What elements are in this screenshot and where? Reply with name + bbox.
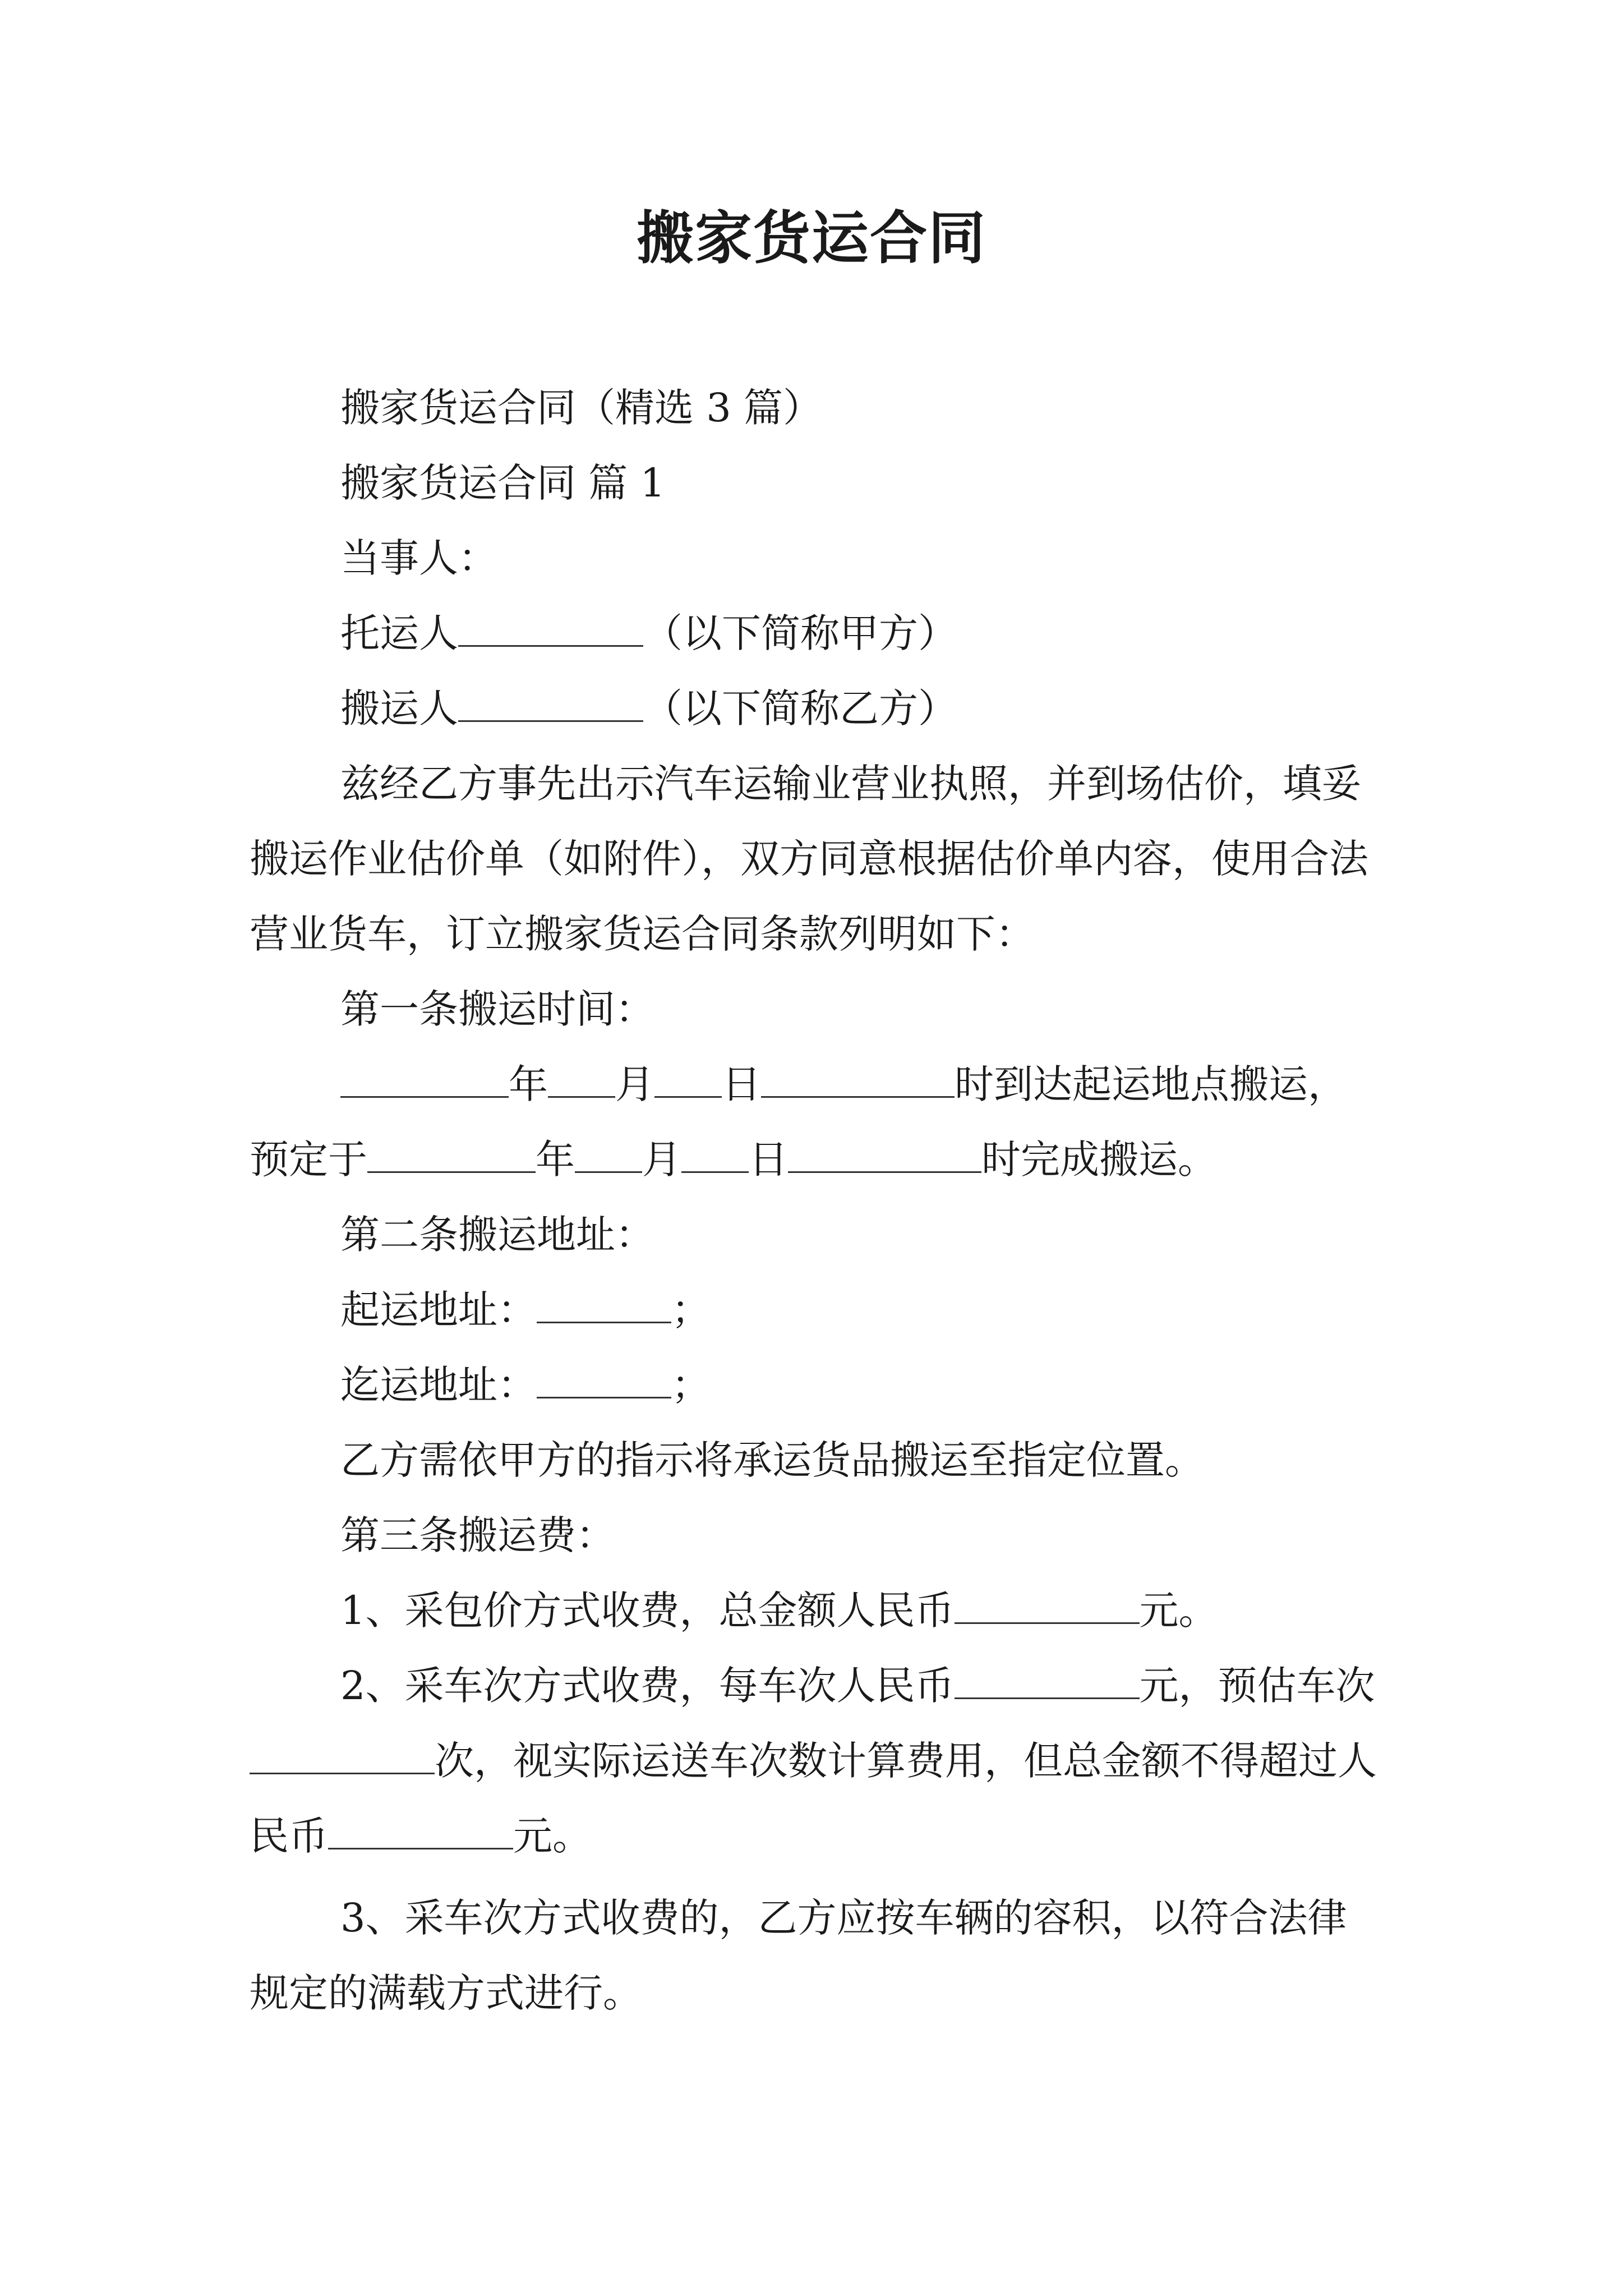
per-trip-blank-line (955, 1663, 1140, 1699)
carrier-label: 搬运人 (340, 685, 458, 731)
origin-address-semicolon: ； (671, 1287, 711, 1333)
fee-item-2-text: 2、采车次方式收费，每车次人民币 (340, 1663, 955, 1709)
paragraph-fee-item-1 (250, 1573, 1385, 1648)
fee-item-2-estimate: 元，预估车次 (1139, 1663, 1375, 1709)
carrier-note: （以下简称乙方） (643, 685, 957, 731)
cap-amount-blank-line (328, 1813, 513, 1849)
month-label: 月 (615, 1061, 654, 1107)
paragraph-clause-1-body (250, 1047, 1385, 1197)
paragraph-clause-2-heading: 第二条搬运地址： (340, 1212, 654, 1258)
fee-item-1-text: 1、采包价方式收费，总金额人民币 (340, 1588, 955, 1634)
paragraph-parties-label: 当事人： (340, 535, 497, 581)
year2-blank-line (367, 1137, 536, 1173)
paragraph-clause-1-heading: 第一条搬运时间： (340, 986, 654, 1032)
month2-blank-line (575, 1137, 642, 1173)
document-title: 搬家货运合同 (637, 205, 986, 272)
month-blank-line (548, 1061, 615, 1098)
destination-address-blank-line (537, 1362, 671, 1398)
month2-label: 月 (642, 1137, 681, 1182)
year2-label: 年 (536, 1137, 575, 1182)
hour-blank-line (761, 1061, 955, 1098)
origin-address-label: 起运地址： (340, 1287, 537, 1333)
fee-item-1-unit: 元。 (1139, 1588, 1218, 1634)
paragraph-clause-3-heading: 第三条搬运费： (340, 1512, 615, 1558)
carrier-blank-line (458, 685, 643, 722)
consignor-blank-line (458, 610, 643, 647)
consignor-label: 托运人 (340, 610, 458, 656)
paragraph-fee-item-3: 3、采车次方式收费的，乙方应按车辆的容积，以符合法律规定的满载方式进行。 (250, 1895, 1347, 2016)
day-label: 日 (722, 1061, 761, 1107)
origin-address-blank-line (537, 1287, 671, 1323)
arrival-text: 时到达起运地点搬运，预定于 (250, 1061, 1347, 1182)
paragraph-fee-item-2 (250, 1648, 1385, 1874)
paragraph-article-1-title: 搬家货运合同 篇 1 (340, 460, 666, 506)
trip-count-blank-line (250, 1738, 435, 1774)
day-blank-line (654, 1061, 722, 1098)
paragraph-origin-address (250, 1272, 1385, 1347)
paragraph-delivery-instruction: 乙方需依甲方的指示将承运货品搬运至指定位置。 (340, 1437, 1204, 1483)
paragraph-destination-address (250, 1347, 1385, 1423)
destination-address-semicolon: ； (671, 1362, 711, 1408)
fee-item-2-unit: 元。 (513, 1813, 592, 1859)
document-body (250, 370, 1385, 2031)
fee-item-2-cap: 次，视实际运送车次数计算费用，但总金额不得超过人民币 (250, 1738, 1377, 1859)
lump-sum-blank-line (955, 1588, 1140, 1624)
year-label: 年 (509, 1061, 548, 1107)
paragraph-preamble: 兹经乙方事先出示汽车运输业营业执照，并到场估价，填妥搬运作业估价单（如附件），双方同意根据估价单内容，使用合法营业货车，订立搬家货运合同条款列明如下： (250, 761, 1368, 957)
completion-text: 时完成搬运。 (981, 1137, 1217, 1182)
paragraph-carrier (250, 671, 1385, 746)
day2-label: 日 (749, 1137, 788, 1182)
paragraph-heading-selection: 搬家货运合同（精选 3 篇） (340, 385, 823, 431)
day2-blank-line (681, 1137, 749, 1173)
hour2-blank-line (788, 1137, 981, 1173)
destination-address-label: 迄运地址： (340, 1362, 537, 1408)
consignor-note: （以下简称甲方） (643, 610, 957, 656)
paragraph-consignor (250, 596, 1385, 671)
year-blank-line (340, 1061, 509, 1098)
